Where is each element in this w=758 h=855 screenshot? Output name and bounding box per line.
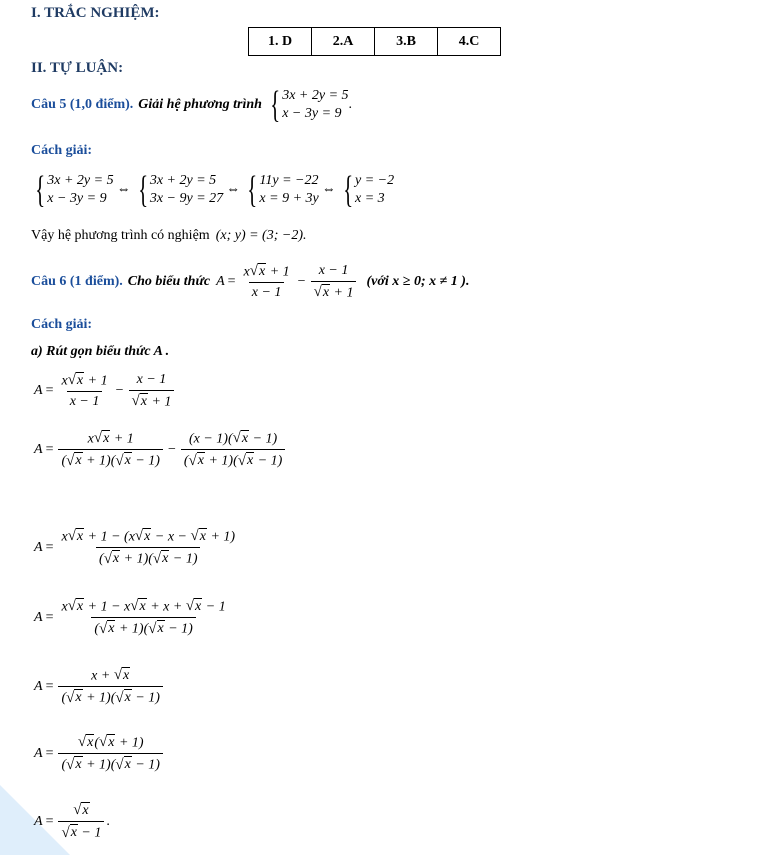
q6-step-4: A = x √ x + 1 − x √ x + x + √ x − 1 ( √ x + 1)( √ x − 1) bbox=[34, 598, 226, 637]
answer-table bbox=[248, 27, 501, 56]
answer-cell: 2.A bbox=[312, 28, 375, 56]
equation: x − 3y = 9 bbox=[282, 106, 342, 121]
answer-cell: 1. D bbox=[249, 28, 312, 56]
q6-solution-label: Cách giải: bbox=[31, 317, 93, 332]
q5-conclusion bbox=[31, 228, 306, 244]
q5-solution-steps: { 3x + 2y = 5 x − 3y = 9 ⇔ { 3x + 2y = 5 3x − 9y = 27 ⇔ { 11y = −22 x = 9 + 3y ⇔ { y = −2 x = 3 bbox=[35, 169, 395, 211]
equation: 3x + 2y = 5 bbox=[47, 172, 114, 188]
q6-step-3: A = x √ x + 1 − (x √ x − x − √ x + 1) ( √ x + 1)( √ x − 1) bbox=[34, 528, 236, 567]
q6-step-6: A = √ x ( √ x + 1) ( √ x + 1)( √ x − 1) bbox=[34, 734, 165, 774]
q6-step-2: A = x √ x + 1 ( √ x + 1)( √ x − 1) − (x − 1)( √ x − 1) ( √ x + 1)( √ x − 1) bbox=[34, 430, 287, 470]
conclusion-math: (x; y) = (3; −2). bbox=[215, 228, 307, 243]
question-6 bbox=[31, 261, 469, 303]
q6-expression: A = x √ x + 1 x − 1 − x − 1 √ x + 1 bbox=[216, 263, 358, 301]
question-5: Câu 5 (1,0 điểm). Giải hệ phương trình { 3x + 2y = 5 x − 3y = 9 . bbox=[31, 84, 353, 126]
q6-step-5: A = x + √ x ( √ x + 1)( √ x − 1) bbox=[34, 667, 165, 707]
equation: 3x + 2y = 5 bbox=[149, 172, 217, 188]
equation: 3x − 9y = 27 bbox=[149, 191, 224, 206]
q5-prompt: Giải hệ phương trình bbox=[138, 97, 262, 112]
q6-label: Câu 6 (1 điểm). bbox=[31, 274, 123, 289]
q6-step-7: A = √ x √ x − 1 . bbox=[34, 802, 110, 841]
answer-cell: 3.B bbox=[375, 28, 438, 56]
conclusion-text: Vậy hệ phương trình có nghiệm bbox=[31, 228, 210, 243]
section-title-essay: II. TỰ LUẬN: bbox=[31, 60, 124, 76]
equation: x = 9 + 3y bbox=[259, 191, 319, 206]
q5-system: { 3x + 2y = 5 x − 3y = 9 bbox=[270, 84, 349, 126]
q5-label: Câu 5 (1,0 điểm). bbox=[31, 97, 134, 112]
q6-part-a: a) Rút gọn biểu thức A . bbox=[31, 344, 170, 359]
q6-prompt: Cho biểu thức bbox=[127, 274, 211, 289]
equation: 11y = −22 bbox=[259, 172, 319, 188]
equation: x = 3 bbox=[354, 191, 385, 206]
q6-condition: (với x ≥ 0; x ≠ 1 ). bbox=[366, 274, 470, 289]
q5-solution-label: Cách giải: bbox=[31, 143, 93, 158]
section-title-multiple-choice: I. TRẮC NGHIỆM: bbox=[31, 5, 160, 21]
equation: x − 3y = 9 bbox=[47, 191, 107, 206]
q6-step-1: A = x √ x + 1 x − 1 − x − 1 √ x + 1 bbox=[34, 372, 176, 410]
equation: y = −2 bbox=[354, 172, 395, 188]
equation: 3x + 2y = 5 bbox=[282, 87, 349, 103]
answer-cell: 4.C bbox=[438, 28, 501, 56]
